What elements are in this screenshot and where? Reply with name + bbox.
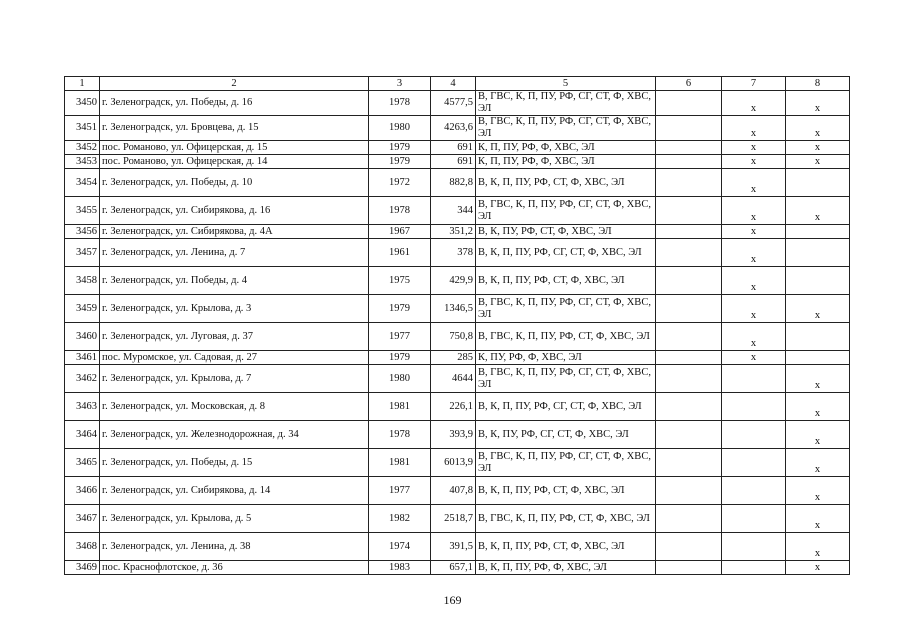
row-number-cell: 3456 — [65, 225, 100, 239]
services-cell: В, К, ПУ, РФ, СТ, Ф, ХВС, ЭЛ — [476, 225, 656, 239]
table-row — [65, 365, 850, 393]
year-cell: 1979 — [369, 295, 431, 323]
table-row — [65, 295, 850, 323]
address-cell: г. Зеленоградск, ул. Бровцева, д. 15 — [100, 116, 369, 141]
services-cell: В, ГВС, К, П, ПУ, РФ, СГ, СТ, Ф, ХВС, ЭЛ — [476, 91, 656, 116]
row-number-cell: 3460 — [65, 323, 100, 351]
column-8-cell — [786, 351, 850, 365]
column-header: 6 — [656, 77, 722, 91]
services-cell: В, ГВС, К, П, ПУ, РФ, СГ, СТ, Ф, ХВС, ЭЛ — [476, 197, 656, 225]
area-cell: 4263,6 — [431, 116, 476, 141]
services-cell: К, П, ПУ, РФ, Ф, ХВС, ЭЛ — [476, 141, 656, 155]
column-8-cell: х — [786, 141, 850, 155]
services-cell: В, ГВС, К, П, ПУ, РФ, СГ, СТ, Ф, ХВС, ЭЛ — [476, 365, 656, 393]
services-cell: В, К, ПУ, РФ, СГ, СТ, Ф, ХВС, ЭЛ — [476, 421, 656, 449]
area-cell: 657,1 — [431, 561, 476, 575]
column-6-cell — [656, 505, 722, 533]
address-cell: г. Зеленоградск, ул. Ленина, д. 7 — [100, 239, 369, 267]
column-7-cell: х — [722, 267, 786, 295]
column-6-cell — [656, 393, 722, 421]
row-number-cell: 3467 — [65, 505, 100, 533]
column-7-cell: х — [722, 169, 786, 197]
year-cell: 1980 — [369, 365, 431, 393]
table-row — [65, 239, 850, 267]
area-cell: 285 — [431, 351, 476, 365]
address-cell: пос. Муромское, ул. Садовая, д. 27 — [100, 351, 369, 365]
column-6-cell — [656, 561, 722, 575]
table-row — [65, 91, 850, 116]
services-cell: В, К, П, ПУ, РФ, СГ, СТ, Ф, ХВС, ЭЛ — [476, 393, 656, 421]
column-8-cell: х — [786, 477, 850, 505]
column-8-cell: х — [786, 116, 850, 141]
table-row — [65, 477, 850, 505]
year-cell: 1972 — [369, 169, 431, 197]
year-cell: 1978 — [369, 91, 431, 116]
column-header: 2 — [100, 77, 369, 91]
column-6-cell — [656, 91, 722, 116]
area-cell: 344 — [431, 197, 476, 225]
address-cell: пос. Краснофлотское, д. 36 — [100, 561, 369, 575]
address-cell: г. Зеленоградск, ул. Крылова, д. 5 — [100, 505, 369, 533]
address-cell: г. Зеленоградск, ул. Железнодорожная, д. 34 — [100, 421, 369, 449]
address-cell: г. Зеленоградск, ул. Луговая, д. 37 — [100, 323, 369, 351]
area-cell: 2518,7 — [431, 505, 476, 533]
services-cell: К, П, ПУ, РФ, Ф, ХВС, ЭЛ — [476, 155, 656, 169]
row-number-cell: 3463 — [65, 393, 100, 421]
column-8-cell — [786, 239, 850, 267]
address-cell: г. Зеленоградск, ул. Сибирякова, д. 4А — [100, 225, 369, 239]
column-8-cell: х — [786, 155, 850, 169]
table-row — [65, 267, 850, 295]
year-cell: 1982 — [369, 505, 431, 533]
area-cell: 691 — [431, 155, 476, 169]
column-7-cell — [722, 505, 786, 533]
column-8-cell: х — [786, 421, 850, 449]
column-8-cell: х — [786, 561, 850, 575]
column-8-cell — [786, 169, 850, 197]
row-number-cell: 3457 — [65, 239, 100, 267]
year-cell: 1978 — [369, 197, 431, 225]
column-8-cell — [786, 267, 850, 295]
column-7-cell — [722, 449, 786, 477]
column-6-cell — [656, 267, 722, 295]
column-8-cell — [786, 323, 850, 351]
area-cell: 4577,5 — [431, 91, 476, 116]
area-cell: 750,8 — [431, 323, 476, 351]
row-number-cell: 3468 — [65, 533, 100, 561]
year-cell: 1980 — [369, 116, 431, 141]
column-8-cell: х — [786, 91, 850, 116]
year-cell: 1981 — [369, 393, 431, 421]
address-cell: пос. Романово, ул. Офицерская, д. 14 — [100, 155, 369, 169]
table-row — [65, 197, 850, 225]
row-number-cell: 3466 — [65, 477, 100, 505]
table-row — [65, 505, 850, 533]
services-cell: В, ГВС, К, П, ПУ, РФ, СТ, Ф, ХВС, ЭЛ — [476, 323, 656, 351]
row-number-cell: 3461 — [65, 351, 100, 365]
address-cell: г. Зеленоградск, ул. Крылова, д. 3 — [100, 295, 369, 323]
column-header: 3 — [369, 77, 431, 91]
column-7-cell: х — [722, 141, 786, 155]
column-6-cell — [656, 155, 722, 169]
row-number-cell: 3462 — [65, 365, 100, 393]
column-7-cell: х — [722, 239, 786, 267]
table-body — [65, 91, 850, 575]
row-number-cell: 3453 — [65, 155, 100, 169]
row-number-cell: 3450 — [65, 91, 100, 116]
column-6-cell — [656, 141, 722, 155]
year-cell: 1983 — [369, 561, 431, 575]
row-number-cell: 3452 — [65, 141, 100, 155]
column-6-cell — [656, 365, 722, 393]
address-cell: г. Зеленоградск, ул. Ленина, д. 38 — [100, 533, 369, 561]
services-cell: В, ГВС, К, П, ПУ, РФ, СГ, СТ, Ф, ХВС, ЭЛ — [476, 449, 656, 477]
year-cell: 1961 — [369, 239, 431, 267]
column-7-cell: х — [722, 197, 786, 225]
column-8-cell — [786, 225, 850, 239]
area-cell: 391,5 — [431, 533, 476, 561]
column-8-cell: х — [786, 505, 850, 533]
column-7-cell: х — [722, 91, 786, 116]
area-cell: 691 — [431, 141, 476, 155]
row-number-cell: 3464 — [65, 421, 100, 449]
row-number-cell: 3469 — [65, 561, 100, 575]
year-cell: 1978 — [369, 421, 431, 449]
column-header: 7 — [722, 77, 786, 91]
column-8-cell: х — [786, 533, 850, 561]
services-cell: В, ГВС, К, П, ПУ, РФ, СТ, Ф, ХВС, ЭЛ — [476, 505, 656, 533]
address-cell: г. Зеленоградск, ул. Победы, д. 16 — [100, 91, 369, 116]
column-6-cell — [656, 197, 722, 225]
column-6-cell — [656, 449, 722, 477]
column-7-cell: х — [722, 295, 786, 323]
column-7-cell — [722, 533, 786, 561]
column-7-cell: х — [722, 116, 786, 141]
services-cell: В, К, П, ПУ, РФ, СТ, Ф, ХВС, ЭЛ — [476, 477, 656, 505]
column-6-cell — [656, 323, 722, 351]
table-row — [65, 393, 850, 421]
services-cell: В, ГВС, К, П, ПУ, РФ, СГ, СТ, Ф, ХВС, ЭЛ — [476, 295, 656, 323]
table-row — [65, 449, 850, 477]
column-7-cell — [722, 365, 786, 393]
table-row — [65, 533, 850, 561]
area-cell: 882,8 — [431, 169, 476, 197]
row-number-cell: 3459 — [65, 295, 100, 323]
services-cell: В, К, П, ПУ, РФ, СГ, СТ, Ф, ХВС, ЭЛ — [476, 239, 656, 267]
row-number-cell: 3458 — [65, 267, 100, 295]
row-number-cell: 3454 — [65, 169, 100, 197]
column-7-cell — [722, 477, 786, 505]
services-cell: В, К, П, ПУ, РФ, Ф, ХВС, ЭЛ — [476, 561, 656, 575]
table-row — [65, 561, 850, 575]
year-cell: 1979 — [369, 141, 431, 155]
year-cell: 1977 — [369, 477, 431, 505]
column-7-cell: х — [722, 225, 786, 239]
column-8-cell: х — [786, 365, 850, 393]
table-row — [65, 169, 850, 197]
column-6-cell — [656, 477, 722, 505]
column-8-cell: х — [786, 295, 850, 323]
address-cell: г. Зеленоградск, ул. Победы, д. 4 — [100, 267, 369, 295]
column-6-cell — [656, 169, 722, 197]
table-row — [65, 225, 850, 239]
address-cell: г. Зеленоградск, ул. Сибирякова, д. 14 — [100, 477, 369, 505]
column-8-cell: х — [786, 449, 850, 477]
column-7-cell: х — [722, 323, 786, 351]
table-row — [65, 323, 850, 351]
address-cell: г. Зеленоградск, ул. Московская, д. 8 — [100, 393, 369, 421]
table-row — [65, 116, 850, 141]
column-6-cell — [656, 295, 722, 323]
year-cell: 1981 — [369, 449, 431, 477]
address-cell: пос. Романово, ул. Офицерская, д. 15 — [100, 141, 369, 155]
column-header: 5 — [476, 77, 656, 91]
services-cell: В, ГВС, К, П, ПУ, РФ, СГ, СТ, Ф, ХВС, ЭЛ — [476, 116, 656, 141]
column-7-cell: х — [722, 155, 786, 169]
column-6-cell — [656, 533, 722, 561]
column-7-cell — [722, 393, 786, 421]
row-number-cell: 3465 — [65, 449, 100, 477]
address-cell: г. Зеленоградск, ул. Победы, д. 10 — [100, 169, 369, 197]
column-6-cell — [656, 351, 722, 365]
row-number-cell: 3451 — [65, 116, 100, 141]
table-header-row — [65, 77, 850, 91]
row-number-cell: 3455 — [65, 197, 100, 225]
year-cell: 1974 — [369, 533, 431, 561]
column-header: 8 — [786, 77, 850, 91]
area-cell: 378 — [431, 239, 476, 267]
area-cell: 1346,5 — [431, 295, 476, 323]
column-7-cell — [722, 561, 786, 575]
services-cell: В, К, П, ПУ, РФ, СТ, Ф, ХВС, ЭЛ — [476, 169, 656, 197]
services-cell: В, К, П, ПУ, РФ, СТ, Ф, ХВС, ЭЛ — [476, 267, 656, 295]
address-cell: г. Зеленоградск, ул. Крылова, д. 7 — [100, 365, 369, 393]
services-cell: В, К, П, ПУ, РФ, СТ, Ф, ХВС, ЭЛ — [476, 533, 656, 561]
column-header: 1 — [65, 77, 100, 91]
address-cell: г. Зеленоградск, ул. Сибирякова, д. 16 — [100, 197, 369, 225]
area-cell: 429,9 — [431, 267, 476, 295]
column-6-cell — [656, 225, 722, 239]
column-7-cell — [722, 421, 786, 449]
year-cell: 1975 — [369, 267, 431, 295]
column-header: 4 — [431, 77, 476, 91]
column-6-cell — [656, 421, 722, 449]
area-cell: 4644 — [431, 365, 476, 393]
page-number: 169 — [443, 593, 462, 607]
table-row — [65, 155, 850, 169]
services-cell: К, ПУ, РФ, Ф, ХВС, ЭЛ — [476, 351, 656, 365]
area-cell: 393,9 — [431, 421, 476, 449]
column-8-cell: х — [786, 393, 850, 421]
area-cell: 226,1 — [431, 393, 476, 421]
address-cell: г. Зеленоградск, ул. Победы, д. 15 — [100, 449, 369, 477]
housing-table — [64, 76, 850, 575]
column-8-cell: х — [786, 197, 850, 225]
year-cell: 1977 — [369, 323, 431, 351]
year-cell: 1979 — [369, 351, 431, 365]
table-row — [65, 351, 850, 365]
area-cell: 351,2 — [431, 225, 476, 239]
table-row — [65, 421, 850, 449]
column-6-cell — [656, 239, 722, 267]
column-6-cell — [656, 116, 722, 141]
area-cell: 407,8 — [431, 477, 476, 505]
table-row — [65, 141, 850, 155]
year-cell: 1967 — [369, 225, 431, 239]
area-cell: 6013,9 — [431, 449, 476, 477]
column-7-cell: х — [722, 351, 786, 365]
year-cell: 1979 — [369, 155, 431, 169]
